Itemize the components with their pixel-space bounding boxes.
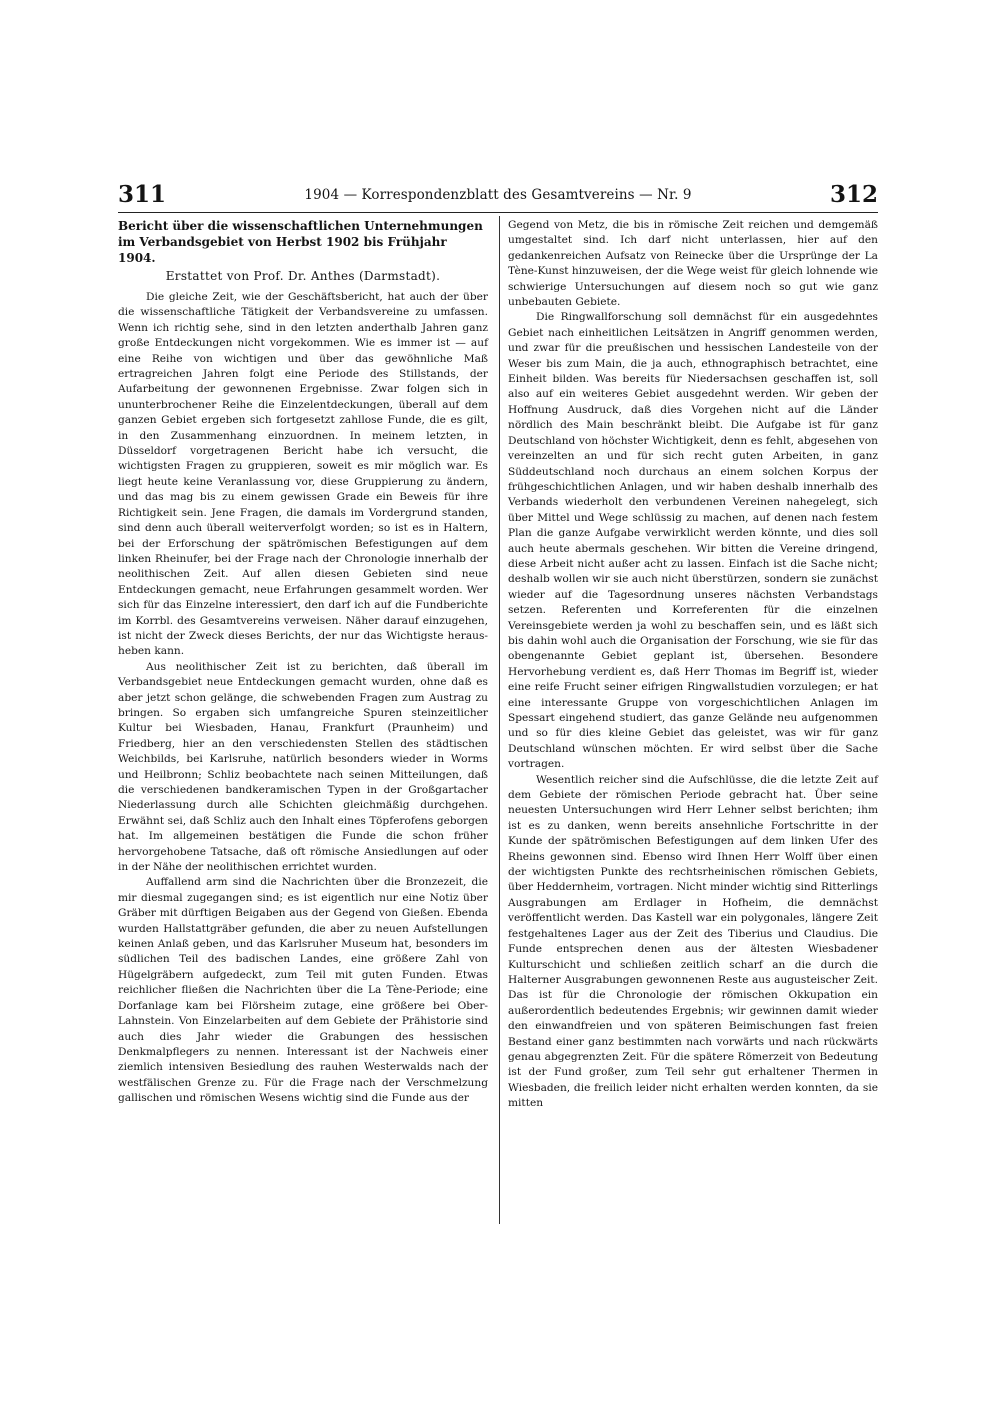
left-column [118, 218, 488, 1107]
paragraph: Aus neolithischer Zeit ist zu berichten, daß überall im Verbandsgebiet neue Entdeckungen gemacht wurden, ohne daß es aber jetzt schon gelänge, die schwebenden Fragen zum Austrag zu bringen. So ergaben sich umfangreiche Spuren steinzeitlicher Kultur bei Wiesbaden, Hanau, Frankfurt (Praunheim) und Friedberg, hier an den verschiedensten Stellen des städtischen Weichbilds, bei Karlsruhe, natürlich besonders wieder in Worms und Heilbronn; Schliz beobachtete nach seinen Mitteilungen, daß die verschiedenen bandkeramischen Typen in der Großgartacher Niederlassung durch alle Schichten gleichmäßig durchgehen. Erwähnt sei, daß Schliz auch den Inhalt eines Töpferofens geborgen hat. Im allgemeinen bestätigen die Funde die schon früher hervorgehobene Tatsache, daß oft römische Ansiedlungen auf oder in der Nähe der neolithischen errichtet wurden. [118, 660, 488, 874]
paragraph: Auffallend arm sind die Nachrichten über die Bronzezeit, die mir diesmal zugegangen sind; es ist eigentlich nur eine Notiz über Gräber mit dürftigen Beigaben aus der Gegend von Gießen. Ebenda wurden Hallstattgräber gefunden, die aber zu neuen Aufstellungen keinen Anlaß geben, und das Karlsruher Museum hat, besonders im südlichen Teil des badischen Landes, eine größere Zahl von Hügelgräbern aufgedeckt, zum Teil mit guten Funden. Etwas reichlicher fließen die Nachrichten über die La Tène-Periode; eine Dorfanlage kam bei Flörsheim zutage, eine größere bei Ober-Lahnstein. Von Einzelarbeiten auf dem Gebiete der Prähistorie sind auch dies Jahr wieder die Grabungen des hessischen Denkmalpflegers zu nennen. Interessant ist der Nachweis einer ziemlich intensiven Besiedlung des rauhen Westerwalds nach der westfälischen Grenze zu. Für die Frage nach der Verschmelzung gallischen und römischen Wesens wichtig sind die Funde aus der [118, 876, 488, 1105]
paragraph: Wesentlich reicher sind die Aufschlüsse, die die letzte Zeit auf dem Gebiete der römischen Periode gebracht hat. Über seine neuesten Untersuchungen wird Herr Lehner selbst berichten; ihm ist es zu danken, wenn bereits ansehnliche Fortschritte in der Kunde der spätrömischen Befestigungen auf dem linken Ufer des Rheins gewonnen sind. Ebenso wird Ihnen Herr Wolff über einen der wichtigsten Punkte des rechtsrheinischen römischen Gebiets, über Heddernheim, vortragen. Nicht minder wichtig sind Ritterlings Ausgrabungen am Erdlager in Hofheim, die demnächst veröffentlicht werden. Das Kastell war ein polygonales, längere Zeit festgehaltenes Lager aus der Zeit des Tiberius und Claudius. Die Funde entsprechen denen aus der ältesten Wiesbadener Kulturschicht und schließen zeitlich scharf an die durch die Halterner Ausgrabungen gewonnenen Reste aus augusteischer Zeit. Das ist für die Chronologie der römischen Okkupation ein außerordentlich bedeutendes Ergebnis; wir gewinnen damit wieder den einwandfreien und von späteren Beimischungen fast freien Bestand einer ganz bestimmten nach vorwärts und nach rückwärts genau abgegrenzten Zeit. Für die spätere Römerzeit von Bedeutung ist der Fund großer, zum Teil sehr gut erhaltener Thermen in Wiesbaden, die freilich leider nicht erhalten werden konnten, da sie mitten [508, 773, 878, 1110]
page-number-left: 311 [118, 181, 167, 208]
running-title: 1904 — Korrespondenzblatt des Gesamtvereins — Nr. 9 [304, 187, 692, 203]
page-header [118, 180, 878, 210]
header-rule [118, 212, 878, 213]
page-number-right: 312 [829, 181, 878, 208]
paragraph: Die gleiche Zeit, wie der Geschäftsbericht, hat auch der über die wissenschaftliche Tätigkeit der Verbandsvereine zu umfassen. Wenn ich richtig sehe, sind in den letzten anderthalb Jahren ganz große Entdeckungen nicht vorgekommen. Wie es immer ist — auf eine Reihe von wichtigen und über das gewöhnliche Maß ertragreichen Jahren folgt eine Periode des Stillstands, der Aufarbeitung der gewonnenen Ergebnisse. Zwar folgen sich in ununterbrochener Reihe die Einzelentdeckungen, überall auf dem ganzen Gebiet ergeben sich fortgesetzt zahllose Funde, die es gilt, in den Zusammenhang einzuordnen. In meinem letzten, in Düsseldorf vorgetragenen Bericht habe ich versucht, die wichtigsten Fragen zu gruppieren, soweit es mir möglich war. Es liegt heute keine Veranlassung vor, diese Gruppierung zu ändern, und das mag bis zu einem gewissen Grade ein Beweis für ihre Richtigkeit sein. Jene Fragen, die damals im Vordergrund standen, sind denn auch überall weiterverfolgt worden; so ist es in Haltern, bei der Erforschung der spätrömischen Befestigungen auf dem linken Rheinufer, bei der Frage nach der Chronologie innerhalb der neolithischen Zeit. Auf allen diesen Gebieten sind neue Entdeckungen gemacht, neue Erfahrungen gesammelt worden. Wer sich für das Einzelne interessiert, den darf ich auf die Fundberichte im Korrbl. des Gesamtvereins verweisen. Näher darauf einzugehen, ist nicht der Zweck dieses Berichts, der nur das Wichtigste herausheben kann. [118, 291, 488, 658]
article-byline: Erstattet von Prof. Dr. Anthes (Darmstadt). [165, 269, 441, 283]
column-divider [499, 216, 500, 1224]
paragraph: Die Ringwallforschung soll demnächst für ein ausgedehntes Gebiet nach einheitlichen Leitsätzen in Angriff genommen werden, und zwar für die preußischen und hessischen Landesteile von der Weser bis zum Main, die ja auch, ethnographisch betrachtet, eine Einheit bilden. Was bereits für Niedersachsen geschaffen ist, soll also auf ein weiteres Gebiet ausgedehnt werden. Wir geben der Hoffnung Ausdruck, daß dies Vorgehen nicht auf die Länder nördlich des Main beschränkt bleibt. Die Aufgabe ist für ganz Deutschland von höchster Wichtigkeit, denn es fehlt, abgesehen von vereinzelten an und für sich recht guten Arbeiten, in ganz Süddeutschland noch durchaus an einem solchen Korpus der frühgeschichtlichen Anlagen, und wir haben deshalb innerhalb des Verbands wiederholt den verbundenen Vereinen nahegelegt, sich über Mittel und Wege schlüssig zu machen, auf denen nach festem Plan die ganze Aufgabe verwirklicht werden könnte, und dies soll auch heute abermals geschehen. Wir bitten die Vereine dringend, diese Arbeit nicht außer acht zu lassen. Einfach ist die Sache nicht; deshalb wollen wir sie auch nicht überstürzen, sondern sie zunächst wieder auf die Tagesordnung unseres nächsten Verbandstags setzen. Referenten und Korreferenten für die einzelnen Vereinsgebiete werden ja wohl zu beschaffen sein, und es läßt sich bis dahin wohl auch die Organisation der Forschung, wie sie für das obengenannte Gebiet geplant ist, übersehen. Besondere Hervorhebung verdient es, daß Herr Thomas im Begriff ist, wieder eine reife Frucht seiner eifrigen Ringwallstudien vorzulegen; er hat eine interessante Gruppe von vorgeschichtlichen Anlagen im Spessart eingehend studiert, das ganze Gelände neu aufgenommen und so für dies kleine Gebiet das geleistet, was wir für ganz Deutschland wünschen möchten. Er wird selbst über die Sache vortragen. [508, 311, 878, 771]
article-title: Bericht über die wissenschaftlichen Unternehmungen im Verbandsgebiet von Herbst 1902 bis Frühjahr 1904. [118, 219, 483, 265]
right-column [508, 218, 878, 1112]
paragraph: Gegend von Metz, die bis in römische Zeit reichen und demgemäß umgestaltet sind. Ich darf nicht unterlassen, hier auf den gedankenreichen Aufsatz von Reinecke über die Ursprünge der La Tène-Kunst hinzuweisen, der die Wege weist für gleich lohnende wie schwierige Untersuchungen auf diesem noch so gut wie ganz unbebauten Gebiete. [508, 219, 878, 309]
